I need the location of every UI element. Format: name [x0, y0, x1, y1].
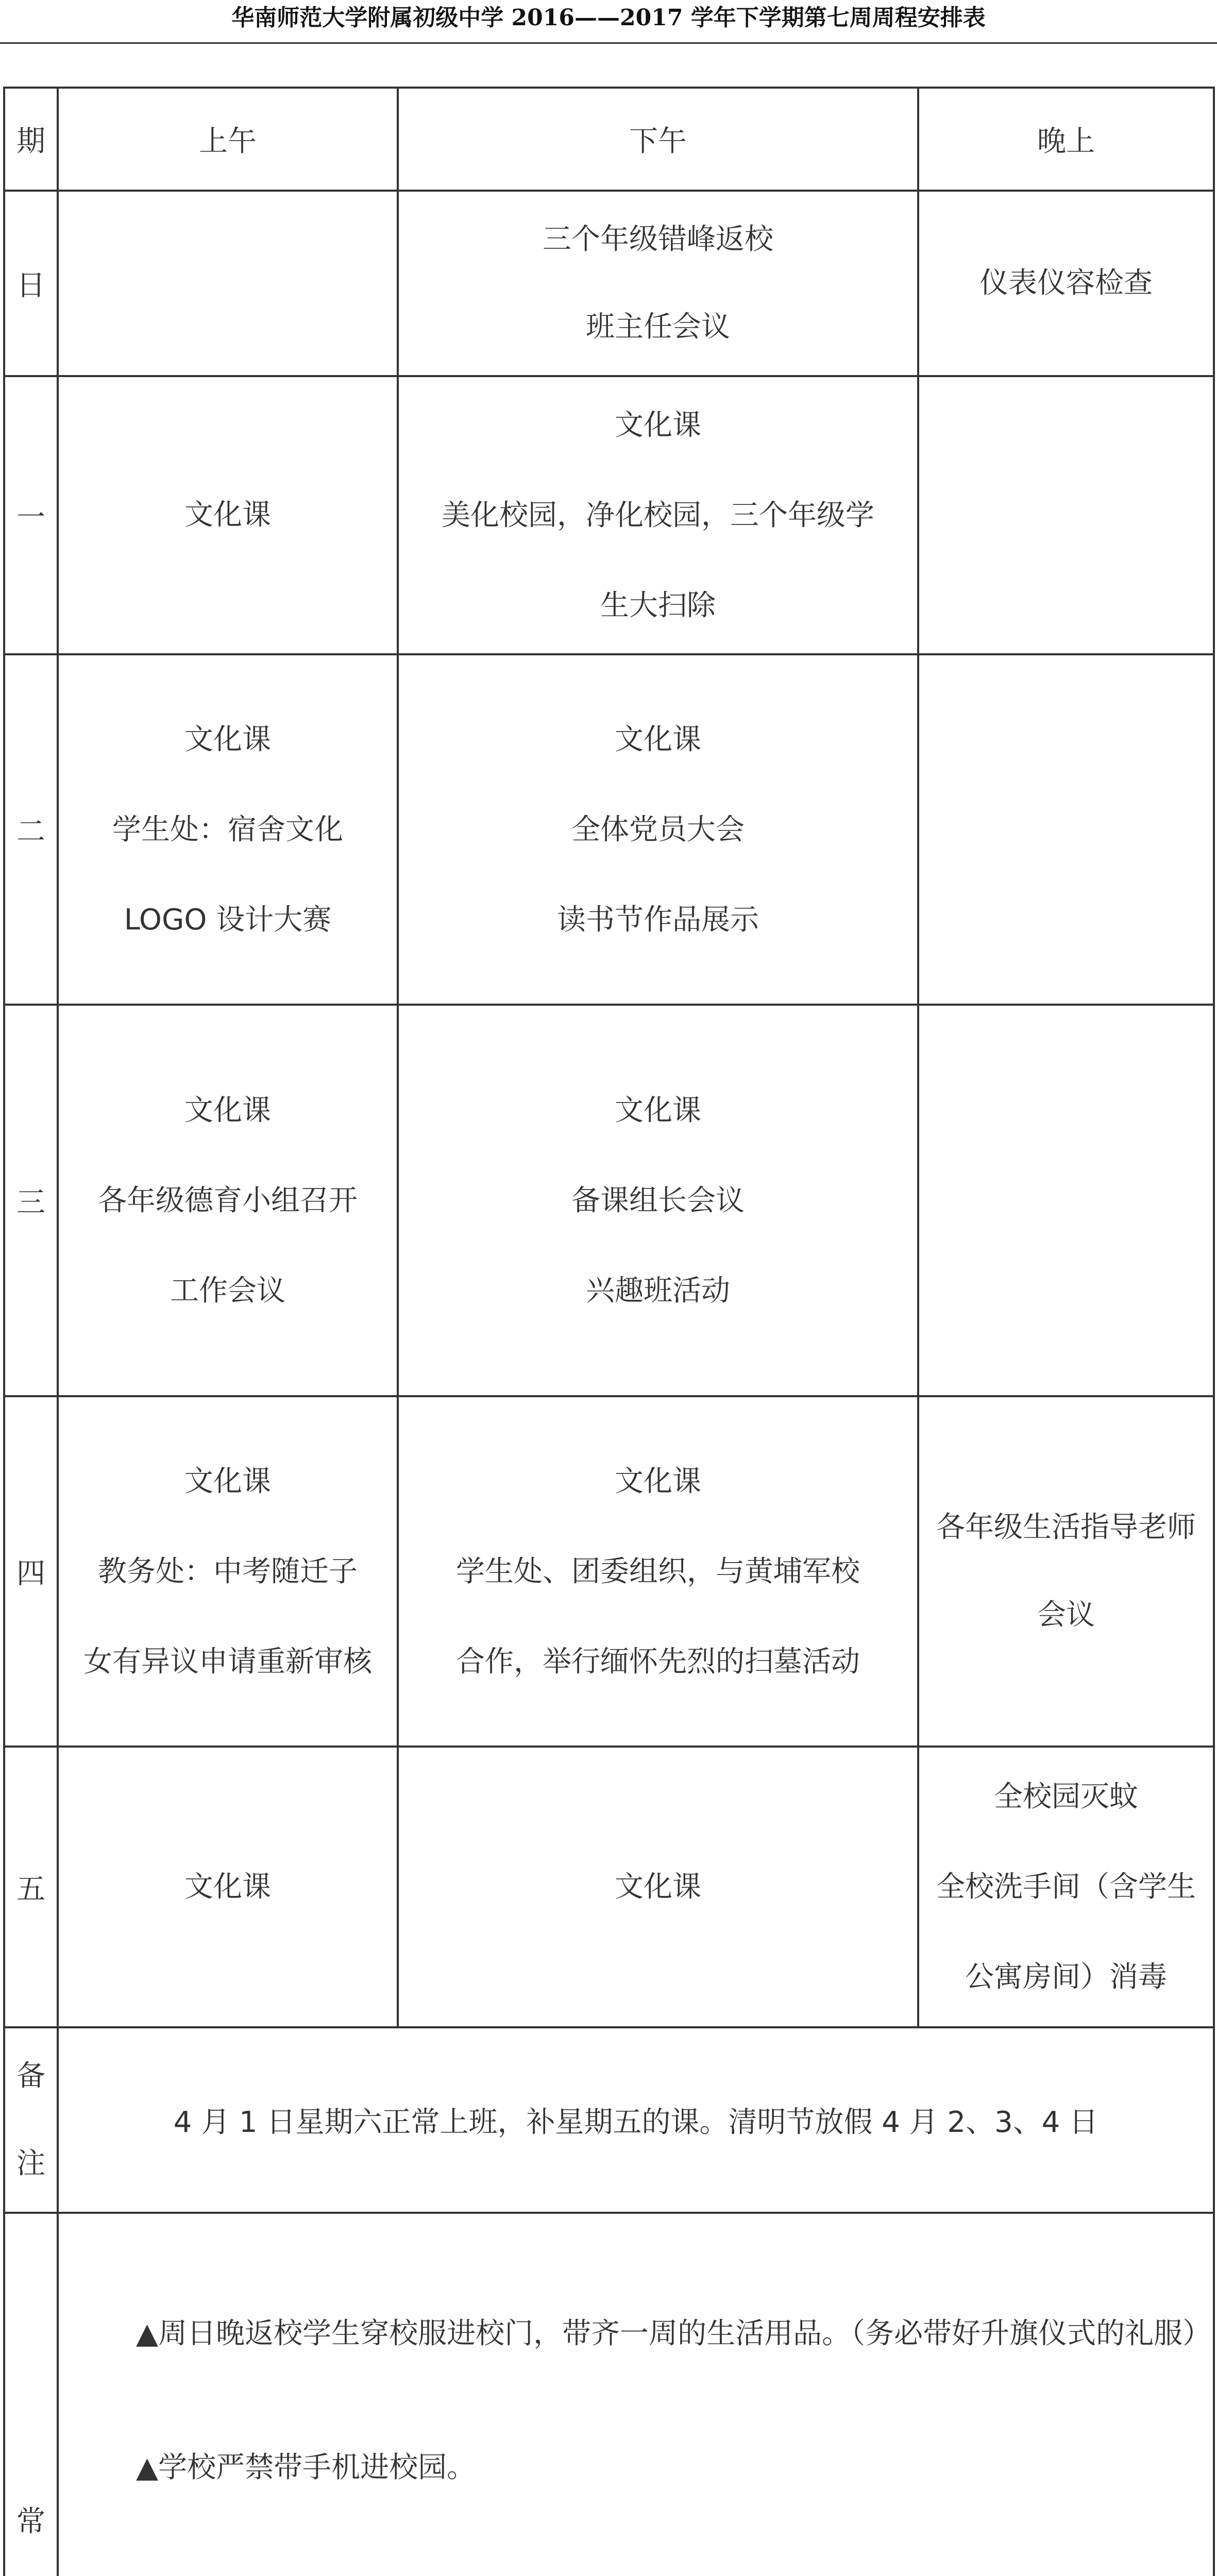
schedule-entry: 文化课	[184, 1464, 271, 1498]
afternoon-cell	[398, 654, 918, 1005]
schedule-entry: 文化课	[615, 1093, 701, 1127]
morning-lines	[59, 694, 397, 965]
afternoon-lines	[399, 196, 917, 371]
schedule-row	[4, 191, 1214, 376]
routine-item: ▲周日晚返校学生穿校服进校门，带齐一周的生活用品。（务必带好升旗仪式的礼服）	[136, 2317, 1212, 2350]
schedule-entry: 文化课	[184, 498, 271, 532]
schedule-entry: 备课组长会议	[571, 1183, 745, 1217]
morning-lines	[59, 471, 397, 559]
morning-lines	[59, 1843, 397, 1931]
schedule-entry: 公寓房间）消毒	[965, 1960, 1167, 1994]
day-cell: 四	[4, 1396, 58, 1747]
schedule-entry: 三个年级错峰返校	[543, 223, 773, 256]
afternoon-cell	[398, 1396, 918, 1747]
evening-cell	[918, 376, 1214, 654]
notes-text: 4 月 1 日星期六正常上班，补星期五的课。清明节放假 4 月 2、3、4 日	[58, 2027, 1214, 2213]
schedule-entry: 文化课	[615, 408, 701, 442]
morning-cell	[58, 191, 398, 376]
routine-row	[4, 2213, 1214, 2576]
morning-cell	[58, 376, 398, 654]
schedule-entry: LOGO 设计大赛	[124, 903, 332, 937]
schedule-row	[4, 1747, 1214, 2027]
afternoon-cell	[398, 1005, 918, 1396]
day-cell: 二	[4, 654, 58, 1005]
schedule-entry: 仪表仪容检查	[979, 266, 1153, 300]
schedule-entry: 各年级生活指导老师	[936, 1511, 1196, 1544]
schedule-row	[4, 1396, 1214, 1747]
evening-cell	[918, 191, 1214, 376]
schedule-entry: 全体党员大会	[571, 812, 745, 846]
schedule-entry: 女有异议申请重新审核	[83, 1645, 372, 1679]
notes-label-char: 注	[16, 2147, 45, 2180]
schedule-entry: 生大扫除	[600, 588, 716, 622]
schedule-entry: 兴趣班活动	[586, 1274, 730, 1308]
header-day: 期	[4, 88, 58, 191]
schedule-entry: 美化校园，净化校园，三个年级学	[442, 498, 874, 532]
schedule-row	[4, 654, 1214, 1005]
routine-label-char	[16, 2566, 45, 2576]
schedule-row	[4, 1005, 1214, 1396]
evening-cell	[918, 1396, 1214, 1747]
morning-cell	[58, 1747, 398, 2027]
routine-content	[58, 2213, 1214, 2576]
evening-lines	[919, 1484, 1213, 1659]
routine-label-char: 常	[16, 2505, 45, 2538]
schedule-entry: 工作会议	[170, 1274, 285, 1308]
afternoon-lines	[399, 1065, 917, 1336]
schedule-entry: 学生处、团委组织，与黄埔军校	[456, 1554, 860, 1588]
schedule-entry: 学生处：宿舍文化	[112, 812, 343, 846]
schedule-entry: 合作，举行缅怀先烈的扫墓活动	[456, 1645, 860, 1679]
weekly-schedule-table	[3, 87, 1215, 2576]
afternoon-cell	[398, 376, 918, 654]
schedule-entry: 读书节作品展示	[557, 903, 759, 937]
schedule-entry: 文化课	[184, 1093, 271, 1127]
schedule-entry: 文化课	[184, 722, 271, 756]
evening-lines	[919, 1752, 1213, 2022]
schedule-entry: 文化课	[615, 1464, 701, 1498]
routine-label	[4, 2213, 58, 2576]
afternoon-cell	[398, 191, 918, 376]
day-cell: 三	[4, 1005, 58, 1396]
morning-cell	[58, 654, 398, 1005]
schedule-entry: 文化课	[615, 722, 701, 756]
afternoon-cell	[398, 1747, 918, 2027]
evening-lines	[919, 240, 1213, 327]
notes-label-char: 备	[16, 2059, 45, 2093]
afternoon-lines	[399, 694, 917, 965]
morning-lines	[59, 1065, 397, 1336]
evening-cell	[918, 654, 1214, 1005]
schedule-entry: 文化课	[615, 1870, 701, 1904]
schedule-entry: 文化课	[184, 1870, 271, 1904]
notes-row	[4, 2027, 1214, 2213]
evening-cell	[918, 1005, 1214, 1396]
schedule-entry: 全校洗手间（含学生	[936, 1870, 1196, 1904]
schedule-body	[4, 191, 1214, 2576]
schedule-entry: 班主任会议	[586, 310, 730, 344]
header-afternoon: 下午	[398, 88, 918, 191]
schedule-row	[4, 376, 1214, 654]
routine-item: ▲学校严禁带手机进校园。	[136, 2451, 476, 2484]
morning-cell	[58, 1396, 398, 1747]
morning-lines	[59, 1436, 397, 1707]
afternoon-lines	[399, 380, 917, 651]
schedule-entry: 全校园灭蚊	[994, 1780, 1138, 1814]
document-title: 华南师范大学附属初级中学 2016——2017 学年下学期第七周周程安排表	[0, 0, 1217, 44]
day-cell: 一	[4, 376, 58, 654]
notes-label	[4, 2027, 58, 2213]
day-cell: 日	[4, 191, 58, 376]
schedule-entry: 会议	[1037, 1598, 1095, 1632]
schedule-entry: 教务处：中考随迁子	[98, 1554, 358, 1588]
afternoon-lines	[399, 1436, 917, 1707]
afternoon-lines	[399, 1843, 917, 1931]
morning-cell	[58, 1005, 398, 1396]
day-cell: 五	[4, 1747, 58, 2027]
evening-cell	[918, 1747, 1214, 2027]
schedule-header-row	[4, 88, 1214, 191]
header-evening: 晚上	[918, 88, 1214, 191]
schedule-entry: 各年级德育小组召开	[98, 1183, 358, 1217]
header-morning: 上午	[58, 88, 398, 191]
